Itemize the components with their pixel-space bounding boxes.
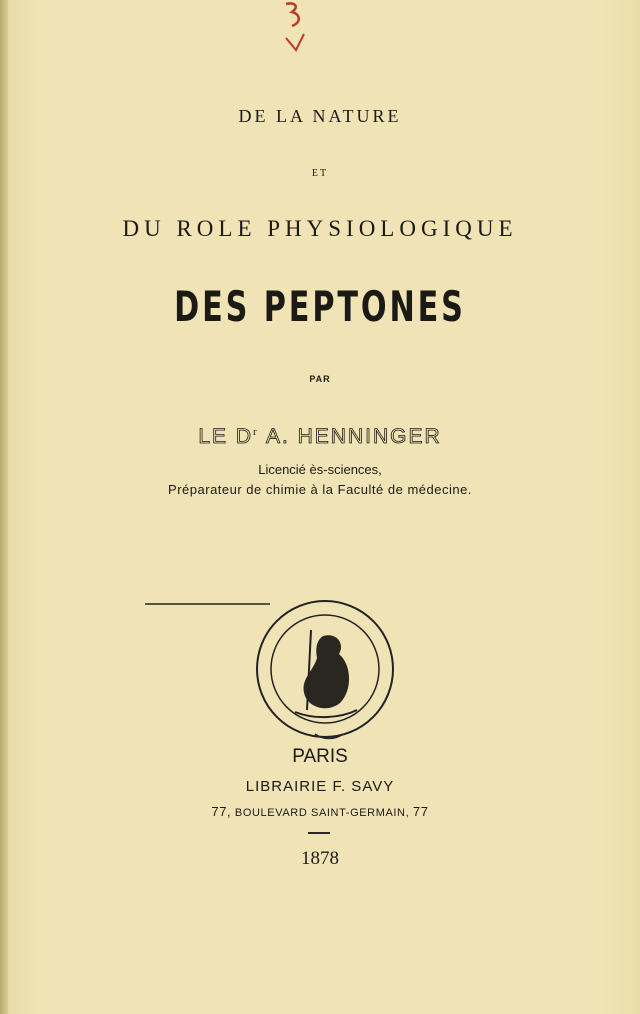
imprint-number: 77, (211, 804, 232, 819)
author-fullname: A. HENNINGER (265, 425, 442, 448)
title-main: DES PEPTONES (174, 282, 466, 331)
author-credential-2: Préparateur de chimie à la Faculté de médecine. (168, 482, 472, 497)
imprint-number-2: 77 (412, 804, 429, 819)
title-line-1: DE LA NATURE (238, 106, 402, 126)
divider-rule (308, 832, 330, 834)
imprint-publisher: LIBRAIRIE F. SAVY (245, 778, 395, 795)
author-name (0, 424, 640, 449)
author-prefix: LE D (198, 425, 254, 448)
library-stamp (145, 584, 405, 754)
imprint-year: 1878 (301, 848, 339, 869)
title-line-2: ET (311, 168, 329, 179)
by-label: PAR (309, 374, 331, 384)
author-degree: r (253, 426, 259, 438)
author-credential-1: Licencié ès-sciences, (258, 462, 382, 477)
shelfmark-annotation (280, 0, 308, 58)
imprint-city: PARIS (292, 746, 348, 767)
title-line-3: DU ROLE PHYSIOLOGIQUE (122, 216, 518, 241)
imprint-street: BOULEVARD SAINT-GERMAIN, (234, 807, 410, 819)
imprint-address (0, 804, 640, 819)
